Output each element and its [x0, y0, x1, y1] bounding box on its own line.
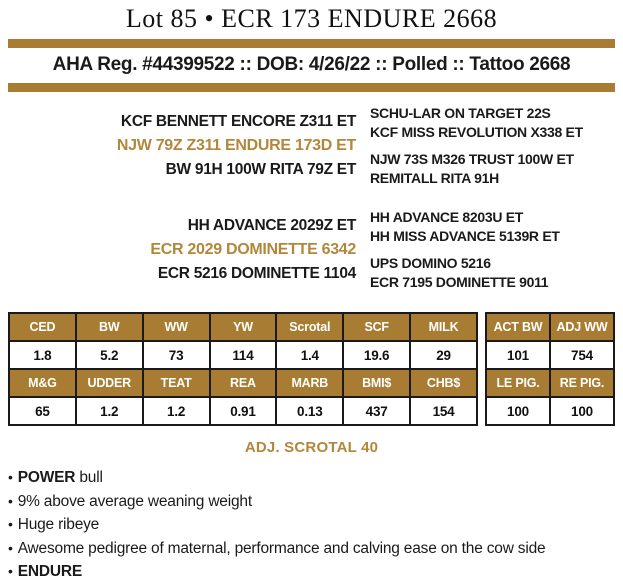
note-bold-text: POWER	[17, 469, 76, 486]
epd-header-cell: BW	[76, 313, 143, 341]
epd-value-row-1	[9, 341, 477, 369]
dam-maternal-grandparents	[370, 254, 560, 292]
epd-header-cell: MILK	[410, 313, 477, 341]
registration-line: AHA Reg. #44399522 :: DOB: 4/26/22 :: Polled :: Tattoo 2668	[52, 54, 571, 75]
epd-value-cell: 73	[143, 341, 210, 369]
weights-value-row-2	[486, 397, 614, 425]
dam-generation	[8, 208, 615, 292]
sire-paternal-grandparents	[370, 104, 583, 142]
ancestor-name: SCHU-LAR ON TARGET 22S	[370, 105, 551, 121]
weights-header-row-1	[486, 313, 614, 341]
weights-value-row-1	[486, 341, 614, 369]
epd-header-cell: CHB$	[410, 369, 477, 397]
epd-value-cell: 29	[410, 341, 477, 369]
bullet-glyph: •	[8, 469, 13, 485]
ancestor-name: HH ADVANCE 8203U ET	[370, 209, 524, 225]
divider-bar-top	[8, 39, 615, 48]
note-text: Awesome pedigree of maternal, performance and calving ease on the cow side	[17, 539, 546, 557]
epd-value-cell: 154	[410, 397, 477, 425]
epd-header-cell: SCF	[343, 313, 410, 341]
page-title: Lot 85 • ECR 173 ENDURE 2668	[125, 4, 498, 33]
ancestor-name: REMITALL RITA 91H	[370, 170, 499, 186]
epd-header-cell: MARB	[276, 369, 343, 397]
note-text: Huge ribeye	[17, 516, 100, 533]
sire-name: NJW 79Z Z311 ENDURE 173D ET	[116, 137, 356, 154]
epd-value-cell: 5.2	[76, 341, 143, 369]
dam-sire-name: HH ADVANCE 2029Z ET	[187, 217, 356, 234]
sire-ancestors	[370, 104, 583, 188]
epd-value-cell: 65	[9, 397, 76, 425]
dam-dam-name: ECR 5216 DOMINETTE 1104	[157, 265, 356, 282]
ancestor-name: HH MISS ADVANCE 5139R ET	[370, 228, 560, 244]
epd-value-cell: 0.13	[276, 397, 343, 425]
adj-scrotal-note: ADJ. SCROTAL 40	[244, 439, 379, 456]
epd-header-row-2	[9, 369, 477, 397]
epd-value-cell: 1.8	[9, 341, 76, 369]
epd-value-cell: 114	[210, 341, 277, 369]
list-item	[8, 560, 615, 584]
sire-block	[8, 110, 356, 182]
divider-bar-bottom	[8, 83, 615, 92]
sale-notes-list	[8, 466, 615, 584]
epd-header-cell: CED	[9, 313, 76, 341]
epd-header-cell: Scrotal	[276, 313, 343, 341]
ancestor-name: KCF MISS REVOLUTION X338 ET	[370, 124, 583, 140]
epd-value-cell: 1.2	[143, 397, 210, 425]
pedigree-section	[8, 104, 615, 292]
weights-value-cell: 754	[550, 341, 614, 369]
note-text: 9% above average weaning weight	[17, 492, 252, 510]
epd-header-cell: UDDER	[76, 369, 143, 397]
weights-value-cell: 100	[550, 397, 614, 425]
epd-value-cell: 1.2	[76, 397, 143, 425]
dam-name: ECR 2029 DOMINETTE 6342	[150, 241, 356, 258]
epd-value-cell: 1.4	[276, 341, 343, 369]
epd-value-cell: 437	[343, 397, 410, 425]
epd-header-cell: BMI$	[343, 369, 410, 397]
weights-table	[485, 312, 615, 426]
ancestor-name: UPS DOMINO 5216	[370, 255, 491, 271]
bullet-glyph: •	[8, 563, 13, 579]
list-item	[8, 490, 615, 514]
epd-header-row-1	[9, 313, 477, 341]
sire-dam-name: BW 91H 100W RITA 79Z ET	[165, 161, 356, 178]
ancestor-name: ECR 7195 DOMINETTE 9011	[370, 274, 549, 290]
sire-sire-name: KCF BENNETT ENCORE Z311 ET	[120, 113, 356, 130]
epd-value-cell: 19.6	[343, 341, 410, 369]
sire-generation	[8, 104, 615, 188]
list-item	[8, 537, 615, 561]
epd-header-cell: YW	[210, 313, 277, 341]
dam-paternal-grandparents	[370, 208, 560, 246]
weights-header-row-2	[486, 369, 614, 397]
weights-value-cell: 100	[486, 397, 550, 425]
epd-header-cell: TEAT	[143, 369, 210, 397]
epd-header-cell: M&G	[9, 369, 76, 397]
note-bold-text: ENDURE	[17, 563, 82, 580]
bullet-glyph: •	[8, 539, 13, 556]
weights-value-cell: 101	[486, 341, 550, 369]
epd-header-cell: WW	[143, 313, 210, 341]
epd-value-row-2	[9, 397, 477, 425]
dam-block	[8, 214, 356, 286]
bullet-glyph: •	[8, 516, 13, 532]
epd-tables-row	[8, 312, 615, 426]
bullet-glyph: •	[8, 492, 13, 509]
epd-header-cell: REA	[210, 369, 277, 397]
sire-maternal-grandparents	[370, 150, 583, 188]
weights-header-cell: RE PIG.	[550, 369, 614, 397]
dam-ancestors	[370, 208, 560, 292]
weights-header-cell: ADJ WW	[550, 313, 614, 341]
weights-header-cell: LE PIG.	[486, 369, 550, 397]
ancestor-name: NJW 73S M326 TRUST 100W ET	[370, 151, 574, 167]
epd-value-cell: 0.91	[210, 397, 277, 425]
list-item	[8, 466, 615, 490]
note-text: bull	[75, 469, 103, 486]
epd-table	[8, 312, 478, 426]
list-item	[8, 513, 615, 537]
weights-header-cell: ACT BW	[486, 313, 550, 341]
